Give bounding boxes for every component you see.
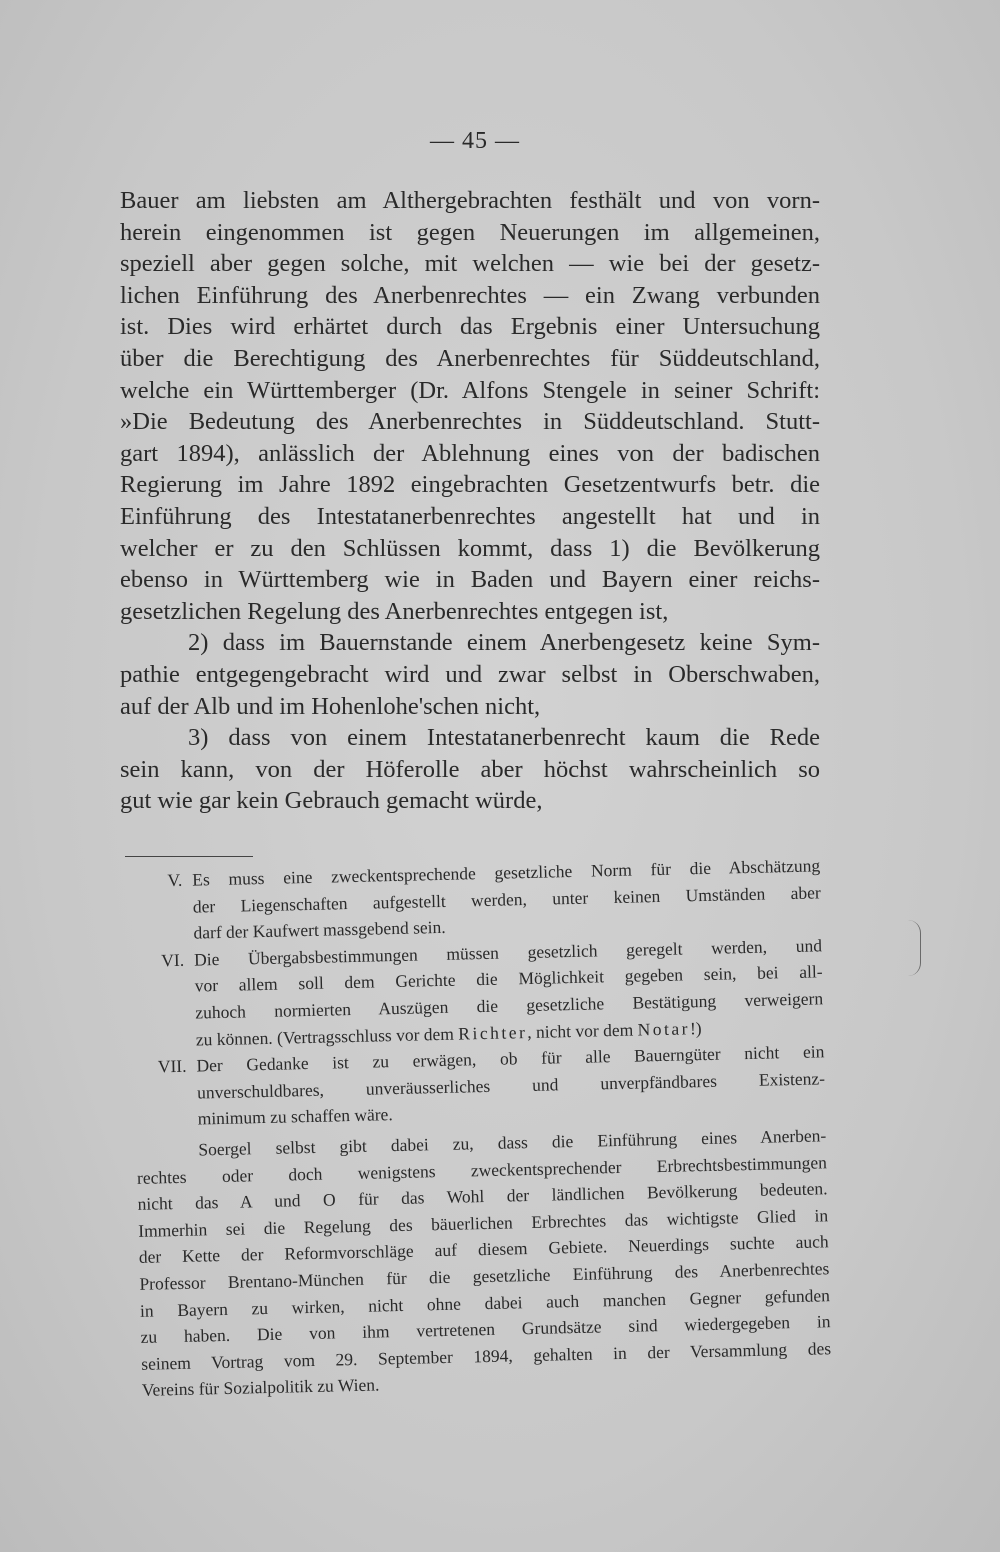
main-text-block bbox=[120, 185, 820, 817]
text-line: gut wie gar kein Gebrauch gemacht würde, bbox=[120, 787, 543, 815]
text-line: sein kann, von der Höferolle aber höchst wahrscheinlich so bbox=[120, 755, 820, 783]
text-line: speziell aber gegen solche, mit welchen — wie bei der gesetz- bbox=[120, 250, 820, 278]
footnote-line: Professor Brentano-München für die gesetzliche Einführung des Anerbenrechtes bbox=[139, 1258, 830, 1294]
page-number: — 45 — bbox=[430, 128, 520, 154]
footnote-line: der Kette der Reformvorschläge auf diesem Gebiete. Neuerdings suchte auch bbox=[138, 1231, 829, 1268]
footnote-text: zu können. (Vertragsschluss vor dem bbox=[195, 1023, 455, 1050]
footnote-line: minimum zu schaffen wäre. bbox=[197, 1104, 393, 1129]
text-line: welcher er zu den Schlüssen kommt, dass 1) die Bevölkerung bbox=[120, 534, 820, 562]
footnote-line: Es muss eine zweckentsprechende gesetzliche Norm für die Abschätzung bbox=[192, 855, 821, 890]
footnote-line: nicht das A und O für das Wohl der ländlichen Bevölkerung bedeuten. bbox=[137, 1178, 828, 1215]
footnote-line: zuhoch normierten Auszügen die gesetzliche Bestätigung verweigern bbox=[195, 988, 824, 1023]
item-numeral: VI. bbox=[161, 949, 185, 971]
text-line: pathie entgegengebracht wird und zwar selbst in Oberschwaben, bbox=[120, 660, 820, 688]
text-line: über die Berechtigung des Anerbenrechtes für Süddeutschland, bbox=[120, 344, 820, 372]
footnote-line: Der Gedanke ist zu erwägen, ob für alle Bauerngüter nicht ein bbox=[196, 1041, 825, 1076]
footnote-item-vi bbox=[132, 932, 824, 1054]
footnote-line: unverschuldbares, unveräusserliches und unverpfändbares Existenz- bbox=[196, 1068, 826, 1103]
footnote-line: vor allem soll dem Gerichte die Möglichkeit gegeben sein, bei all- bbox=[194, 961, 823, 996]
footnote-item-vii bbox=[134, 1038, 826, 1133]
text-line: gesetzlichen Regelung des Anerbenrechtes entgegen ist, bbox=[120, 597, 669, 625]
footnote-separator bbox=[125, 856, 253, 857]
footnote-line: zu haben. Die von ihm vertretenen Grundsätze sind wiedergegeben in bbox=[140, 1311, 831, 1347]
text-line: auf der Alb und im Hohenlohe'schen nicht, bbox=[120, 692, 541, 720]
footnote-line: Die Übergabsbestimmungen müssen gesetzlich geregelt werden, und bbox=[193, 935, 823, 970]
text-line: Regierung im Jahre 1892 eingebrachten Gesetzentwurfs betr. die bbox=[120, 471, 820, 499]
footnote-line: der Liegenschaften aufgestellt werden, unter keinen Umständen aber bbox=[192, 881, 821, 917]
footnote-line: seinem Vortrag vom 29. September 1894, gehalten in der Versammlung des bbox=[141, 1337, 832, 1374]
footnote-item-v bbox=[130, 852, 822, 947]
text-line: »Die Bedeutung des Anerbenrechtes in Süddeutschland. Stutt- bbox=[120, 408, 820, 436]
spaced-word-richter: Richter bbox=[458, 1021, 528, 1044]
footnote-line: darf der Kaufwert massgebend sein. bbox=[193, 917, 446, 943]
item-numeral: VII. bbox=[157, 1055, 187, 1077]
text-line: 3) dass von einem Intestatanerbenrecht kaum die Rede bbox=[188, 724, 820, 752]
text-line: ebenso in Württemberg wie in Baden und Bayern einer reichs- bbox=[120, 566, 820, 594]
margin-bracket-mark bbox=[908, 920, 921, 976]
item-numeral: V. bbox=[167, 869, 183, 891]
text-line: lichen Einführung des Anerbenrechtes — ein Zwang verbunden bbox=[120, 281, 820, 309]
footnote-line: Immerhin sei die Regelung des bäuerlichen Erbrechtes das wichtigste Glied in bbox=[138, 1204, 829, 1241]
spaced-word-notar: Notar bbox=[637, 1017, 691, 1040]
text-line: gart 1894), anlässlich der Ablehnung eines von der badischen bbox=[120, 439, 820, 467]
footnote-line: Soergel selbst gibt dabei zu, dass die Einführung eines Anerben- bbox=[198, 1125, 827, 1160]
footnote-line: Vereins für Sozialpolitik zu Wien. bbox=[141, 1374, 380, 1401]
footnote-block bbox=[130, 852, 832, 1403]
footnote-paragraph bbox=[136, 1122, 832, 1404]
text-line: welche ein Württemberger (Dr. Alfons Stengele in seiner Schrift: bbox=[120, 376, 820, 404]
footnote-text: , nicht vor dem bbox=[527, 1019, 634, 1042]
text-line: 2) dass im Bauernstande einem Anerbengesetz keine Sym- bbox=[188, 629, 820, 657]
text-line: Einführung des Intestatanerbenrechtes angestellt hat und in bbox=[120, 502, 820, 530]
footnote-line: rechtes oder doch wenigstens zweckentsprechender Erbrechtsbestimmungen bbox=[136, 1151, 828, 1188]
text-line: Bauer am liebsten am Althergebrachten festhält und von vorn- bbox=[120, 187, 820, 214]
text-line: herein eingenommen ist gegen Neuerungen im allgemeinen, bbox=[120, 218, 820, 246]
footnote-text: !) bbox=[689, 1017, 702, 1038]
text-line: ist. Dies wird erhärtet durch das Ergebnis einer Untersuchung bbox=[120, 313, 820, 341]
footnote-line: in Bayern zu wirken, nicht ohne dabei auch manchen Gegner gefunden bbox=[139, 1284, 831, 1321]
